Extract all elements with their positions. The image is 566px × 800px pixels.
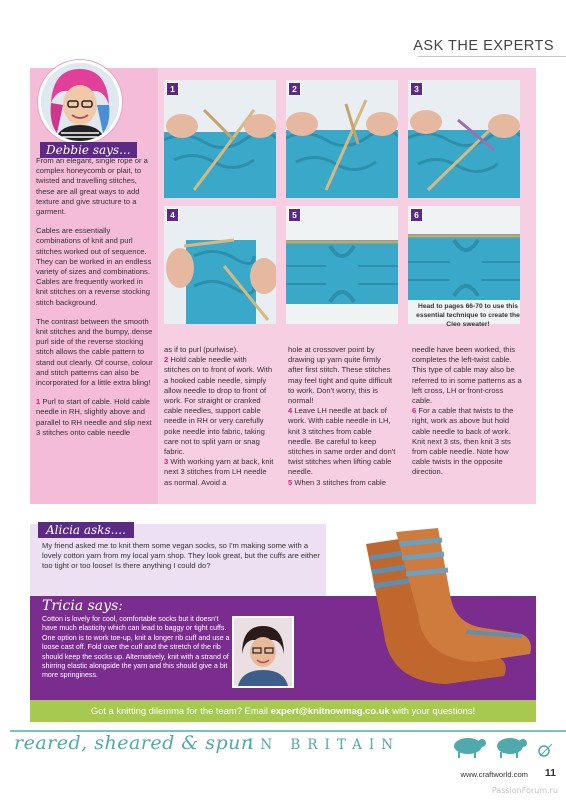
step-number-5: 5: [288, 208, 301, 222]
col4-continuation: needle have been worked, this completes the left-twist cable. This type of cable may also be referred to in some patterns as a left cross, LH or front-cross cable.: [412, 345, 522, 406]
step-6-number: 6: [412, 406, 417, 416]
step-6-text: For a cable that twists to the right, work as above but hold cable needle to back of work. Knit next 3 sts, then knit 3 sts from cable needle. Note how cable twists in the opposite direction.: [412, 406, 514, 477]
dilemma-suffix: with your questions!: [389, 705, 476, 716]
step-2-text: Hold cable needle with stitches on to front of work. With a hooked cable needle, simply allow needle to drop to front of work. For straight or cranked cable needles, support cable needle in RH or very carefully poke needle into fabric, taking care not to split yarn or snag fabric.: [164, 355, 273, 457]
step-6-instruction: [412, 406, 524, 477]
debbie-paragraph-2: Cables are essentially combinations of knit and purl stitches worked out of sequence. They can be worked in an endless variety of sizes and combinations. Cables are frequently worked in knit stitches on a reverse stocking stitch background.: [36, 226, 152, 307]
step-number-4: 4: [166, 208, 179, 222]
step-2-number: 2: [164, 355, 169, 365]
instructions-column-4: [412, 345, 524, 478]
step-5-instruction: [288, 478, 398, 488]
step-photo-3: [408, 80, 520, 198]
footer-url[interactable]: www.craftworld.com: [460, 770, 528, 779]
step-4-instruction: [288, 406, 398, 477]
expert-email-link[interactable]: expert@knitnowmag.co.uk: [270, 705, 390, 716]
socks-photo: [326, 524, 536, 696]
step-photo-4: [164, 206, 276, 324]
tricia-says-label: Tricia says:: [42, 598, 123, 614]
instructions-column-2: [164, 345, 274, 488]
step-5-number: 5: [288, 477, 293, 487]
step-2-instruction: [164, 355, 274, 457]
step-4-number: 4: [288, 406, 293, 416]
step-5-text: When 3 stitches from cable: [294, 477, 386, 487]
debbie-paragraph-3: The contrast between the smooth knit stitches and the bumpy, dense purl side of the reverse stocking stitch allows the cable pattern to stand out clearly. Of course, colour and stitch patterns can also be incorporated for a little extra bling!: [36, 316, 153, 388]
debbie-paragraph-1: From an elegant, single rope or a complex honeycomb or plait, to twisted and travelling stitches, these are all great ways to add texture and give structure to a garment.: [36, 156, 148, 217]
page-number: 11: [544, 767, 556, 779]
cleo-sweater-note: Head to pages 66-70 to use this essential technique to create the Cleo sweater!: [416, 303, 520, 328]
debbie-avatar: [38, 60, 122, 144]
section-title: ASK THE EXPERTS: [413, 38, 554, 54]
tricia-answer-text: Cotton is lovely for cool, comfortable socks but it doesn't have much elasticity which can lead to baggy or tight cuffs. One option is to work toe-up, knit a longer rib cuff and use a loose cast off. Fold over the cuff and the stretch of the rib should keep the socks up. Alternatively, knit with a strand of shirring elastic alongside the yarn and this should give a bit more springiness.: [42, 615, 230, 680]
step-number-1: 1: [166, 82, 179, 96]
step-3-number: 3: [164, 457, 169, 467]
step-3-text: With working yarn at back, knit next 3 stitches from LH needle as normal. Avoid a: [164, 457, 274, 487]
step-number-2: 2: [288, 82, 301, 96]
debbie-says-label: Debbie says...: [40, 142, 137, 158]
step-photo-2: [286, 80, 398, 198]
tricia-avatar: [232, 616, 294, 688]
instructions-column-3: [288, 345, 398, 488]
col3-continuation: hole at crossover point by drawing up yarn quite firmly after first stitch. These stitches may feel tight and quite difficult to work. Don't worry, this is normal!: [288, 345, 393, 406]
debbie-text: [36, 156, 156, 447]
step-1-text: Purl to start of cable. Hold cable needle in RH, slightly above and parallel to RH needle and slip next 3 stitches onto cable needle: [36, 397, 152, 437]
step-3-instruction: [164, 457, 274, 488]
dilemma-prefix: Got a knitting dilemma for the team? Email: [90, 705, 271, 716]
col2-continuation: as if to purl (purlwise).: [164, 345, 239, 354]
step-number-3: 3: [410, 82, 423, 96]
brand-britain-text: IN BRITAIN: [248, 737, 401, 753]
header-rule: [418, 56, 566, 57]
step-1-instruction: [36, 397, 156, 438]
step-1-number: 1: [36, 397, 41, 407]
alicia-question-text: My friend asked me to knit them some vegan socks, so I'm making some with a lovely cotton yarn from my local yarn shop. They look great, but the cuffs are either too tight or too loose! Is there anything I could do?: [42, 541, 320, 570]
brand-script-text: reared, sheared & spun: [14, 732, 254, 754]
step-photo-1: [164, 80, 276, 198]
step-photo-5: [286, 206, 398, 324]
dilemma-email-bar: [30, 700, 536, 722]
step-4-text: Leave LH needle at back of work. With cable needle in LH, knit 3 stitches from cable needle. Be careful to keep stitches in same order and don't twist stitches when lifting cable needle.: [288, 406, 396, 477]
alicia-asks-label: Alicia asks....: [38, 522, 134, 538]
step-number-6: 6: [410, 208, 423, 222]
sheep-logo-icon: [450, 734, 554, 758]
watermark: PassionForum.ru: [491, 786, 558, 795]
